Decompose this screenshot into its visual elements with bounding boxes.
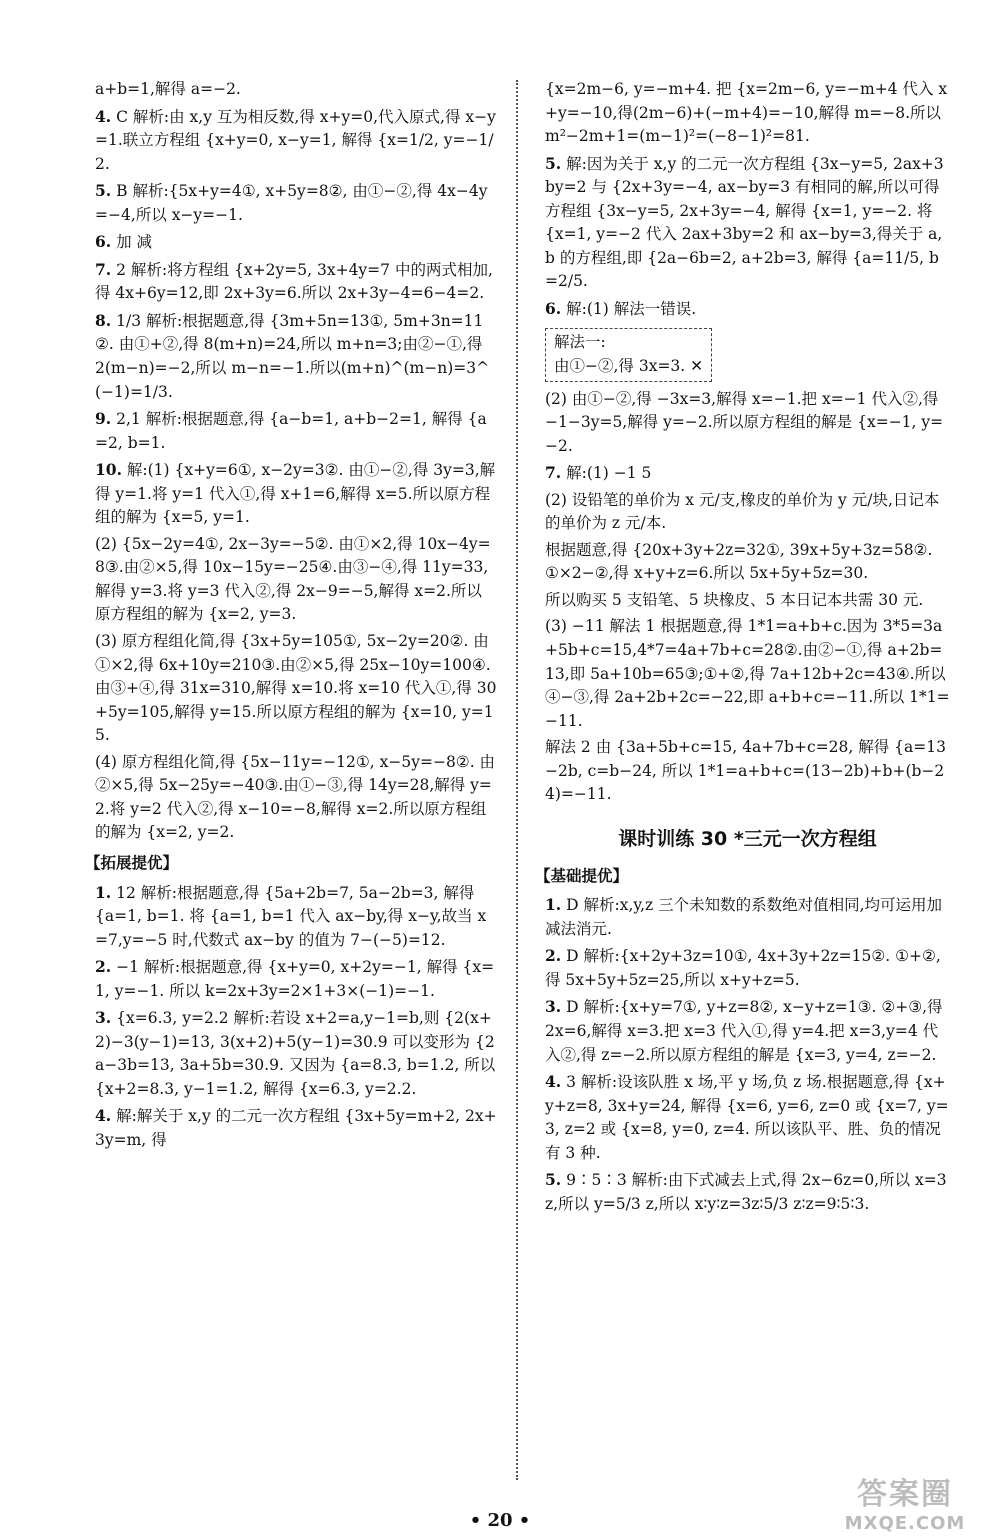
answer-text: 解:(1) −1 5 [566,464,652,483]
page-number: • 20 • [469,1510,531,1531]
answer-text: 1/3 解析:根据题意,得 {3m+5n=13①, 5m+3n=11②. 由①+②,得 8(m+n)=24,所以 m+n=3;由②−①,得 2(m−n)=−2,所以 m−n=−1.所以(m+n)^(m−n)=3^(−1)=1/3. [95,311,490,401]
chapter-title: 课时训练 30 *三元一次方程组 [618,827,877,850]
answer-item [95,1104,497,1152]
question-number: 6. [545,298,562,318]
right-column [535,78,950,1219]
answer-text: 解:解关于 x,y 的二元一次方程组 {3x+5y=m+2, 2x+3y=m, 得 [95,1107,497,1149]
error-box-content: 由①−②,得 3x=3. ✕ [554,357,704,376]
answer-item [545,297,950,322]
question-number: 2. [545,946,562,966]
answer-text: B 解析:{5x+y=4①, x+5y=8②, 由①−②,得 4x−4y=−4,所以 x−y=−1. [95,182,488,224]
column-divider [516,80,519,1480]
answer-item [95,309,497,404]
answer-item [545,995,950,1067]
answer-text: 解:(1) {x+y=6①, x−2y=3②. 由①−②,得 3y=3,解得 y=1.将 y=1 代入①,得 x+1=6,解得 x=5.所以原方程组的解为 {x=5, y=1. [95,461,496,527]
watermark-logo [820,1469,990,1533]
answer-text: (2) {5x−2y=4①, 2x−3y=−5②. 由①×2,得 10x−4y=8③.由②×5,得 10x−15y=−25④.由③−④,得 11y=33,解得 y=3.将 y=3 代入②,得 2x−9=−5,解得 x=2.所以原方程组的解为 {x=2, y=3. [95,534,491,624]
question-number: 5. [545,153,562,173]
answer-text: 解法 2 由 {3a+5b+c=15, 4a+7b+c=28, 解得 {a=13−2b, c=b−24, 所以 1*1=a+b+c=(13−2b)+b+(b−24)=−11. [545,738,946,804]
error-box [545,328,712,381]
answer-text: (4) 原方程组化简,得 {5x−11y=−12①, x−5y=−8②. 由②×5,得 5x−25y=−40③.由①−③,得 14y=28,解得 y=2.将 y=2 代入②,得 x−10=−8,解得 x=2.所以原方程组的解为 {x=2, y=2. [95,752,496,842]
answer-item [95,179,497,227]
question-number: 4. [95,106,112,126]
answer-item [545,944,950,992]
answer-text: −1 解析:根据题意,得 {x+y=0, x+2y=−1, 解得 {x=1, y=−1. 所以 k=2x+3y=2×1+3×(−1)=−1. [95,958,495,1000]
answer-text: 解:因为关于 x,y 的二元一次方程组 {3x−y=5, 2ax+3by=2 与 {2x+3y=−4, ax−by=3 有相同的解,所以可得方程组 {3x−y=5, 2x+3y=−4, 解得 {x=1, y=−2. 将 {x=1, y=−2 代入 2ax+3by=2 和 ax−by=3,得关于 a,b 的方程组,即 {2a−6b=2, a+2b=3, 解得 {a=11/5, b=2/5. [545,154,944,291]
answer-item [95,458,497,530]
answer-text: {x=6.3, y=2.2 解析:若设 x+2=a,y−1=b,则 {2(x+2)−3(y−1)=13, 3(x+2)+5(y−1)=30.9 可以变形为 {2a−3b=13, 3a+5b=30.9. 又因为 {a=8.3, b=1.2, 所以 {x+2=8.3, y−1=1.2, 解得 {x=6.3, y=2.2. [95,1009,496,1098]
answer-item [545,893,950,941]
answer-text: 解:(1) 解法一错误. [566,299,697,318]
answer-item [545,152,950,294]
answer-item [545,461,950,486]
answer-text: a+b=1,解得 a=−2. [95,80,241,98]
question-number: 10. [95,460,122,480]
question-number: 1. [545,895,562,915]
question-number: 8. [95,310,112,330]
watermark-bottom: MXQE.COM [844,1513,966,1534]
answer-text: 12 解析:根据题意,得 {5a+2b=7, 5a−2b=3, 解得 {a=1, b=1. 将 {a=1, b=1 代入 ax−by,得 x−y,故当 x=7,y=−5 时,代数式 ax−by 的值为 7−(−5)=12. [95,883,487,949]
answer-text: D 解析:x,y,z 三个未知数的系数绝对值相同,均可运用加减法消元. [545,896,943,938]
error-box-title: 解法一: [554,333,606,352]
question-number: 4. [95,1106,112,1126]
answer-item [95,1006,497,1101]
answer-item [95,881,497,953]
answer-item [95,955,497,1003]
answer-text: 9∶5∶3 解析:由下式减去上式,得 2x−6z=0,所以 x=3z,所以 y=5/3 z,所以 x∶y∶z=3z∶5/3 z∶z=9∶5∶3. [545,1171,947,1213]
answer-text: (3) −11 解法 1 根据题意,得 1*1=a+b+c.因为 3*5=3a+5b+c=15,4*7=4a+7b+c=28②.由②−①,得 a+2b=13,即 5a+10b=65③;①+②,得 7a+12b+2c=43④.所以④−③,得 2a+2b+2c=−22,即 a+b+c=−11.所以 1*1=−11. [545,617,950,730]
answer-text: 根据题意,得 {20x+3y+2z=32①, 39x+5y+3z=58②. ①×2−②,得 x+y+z=6.所以 5x+5y+5z=30. [545,540,933,583]
answer-text: 2 解析:将方程组 {x+2y=5, 3x+4y=7 中的两式相加,得 4x+6y=12,即 2x+3y=6.所以 2x+3y−4=6−4=2. [95,260,493,303]
answer-text: 加 减 [116,233,153,252]
question-number: 4. [545,1072,562,1092]
answer-text: 3 解析:设该队胜 x 场,平 y 场,负 z 场.根据题意,得 {x+y+z=8, 3x+y=24, 解得 {x=6, y=6, z=0 或 {x=7, y=3, z=2 或 {x=8, y=0, z=4. 所以该队平、胜、负的情况有 3 种. [545,1073,949,1162]
question-number: 7. [95,259,112,279]
section-tag: 【基础提优】 [535,865,629,885]
left-column [85,78,497,1156]
answer-item [545,1070,950,1165]
answer-text: D 解析:{x+y=7①, y+z=8②, x−y+z=1③. ②+③,得 2x=6,解得 x=3.把 x=3 代入①,得 y=4.把 x=3,y=4 代入②,得 z=−2.所以原方程组的解是 {x=3, y=4, z=−2. [545,998,943,1064]
question-number: 6. [95,232,112,252]
question-number: 7. [545,463,562,483]
section-tag: 【拓展提优】 [85,852,179,872]
answer-text: C 解析:由 x,y 互为相反数,得 x+y=0,代入原式,得 x−y=1.联立方程组 {x+y=0, x−y=1, 解得 {x=1/2, y=−1/2. [95,107,496,173]
watermark-top: 答案圈 [857,1477,953,1512]
answer-item [95,258,497,306]
answer-item [95,105,497,177]
answer-item [95,230,497,255]
question-number: 3. [545,997,562,1017]
question-number: 5. [95,181,112,201]
answer-text: D 解析:{x+2y+3z=10①, 4x+3y+2z=15②. ①+②,得 5x+5y+5z=25,所以 x+y+z=5. [545,947,941,989]
question-number: 9. [95,409,112,429]
answer-text: 2,1 解析:根据题意,得 {a−b=1, a+b−2=1, 解得 {a=2, b=1. [95,410,487,452]
answer-text: (2) 设铅笔的单价为 x 元/支,橡皮的单价为 y 元/块,日记本的单价为 z 元/本. [545,490,940,533]
question-number: 3. [95,1008,112,1028]
answer-text: (3) 原方程组化简,得 {3x+5y=105①, 5x−2y=20②. 由①×2,得 6x+10y=210③.由②×5,得 25x−10y=100④.由③+④,得 31x=310,解得 x=10.将 x=10 代入①,得 30+5y=105,解得 y=15.所以原方程组的解为 {x=10, y=15. [95,632,497,745]
answer-item [545,1168,950,1216]
answer-text: (2) 由①−②,得 −3x=3,解得 x=−1.把 x=−1 代入②,得 −1−3y=5,解得 y=−2.所以原方程组的解是 {x=−1, y=−2. [545,389,944,455]
answer-item [95,407,497,455]
question-number: 2. [95,957,112,977]
question-number: 5. [545,1170,562,1190]
answer-text: {x=2m−6, y=−m+4. 把 {x=2m−6, y=−m+4 代入 x+y=−10,得(2m−6)+(−m+4)=−10,解得 m=−8.所以 m²−2m+1=(m−1)²=(−8−1)²=81. [545,80,948,146]
question-number: 1. [95,882,112,902]
answer-text: 所以购买 5 支铅笔、5 块橡皮、5 本日记本共需 30 元. [545,590,924,609]
